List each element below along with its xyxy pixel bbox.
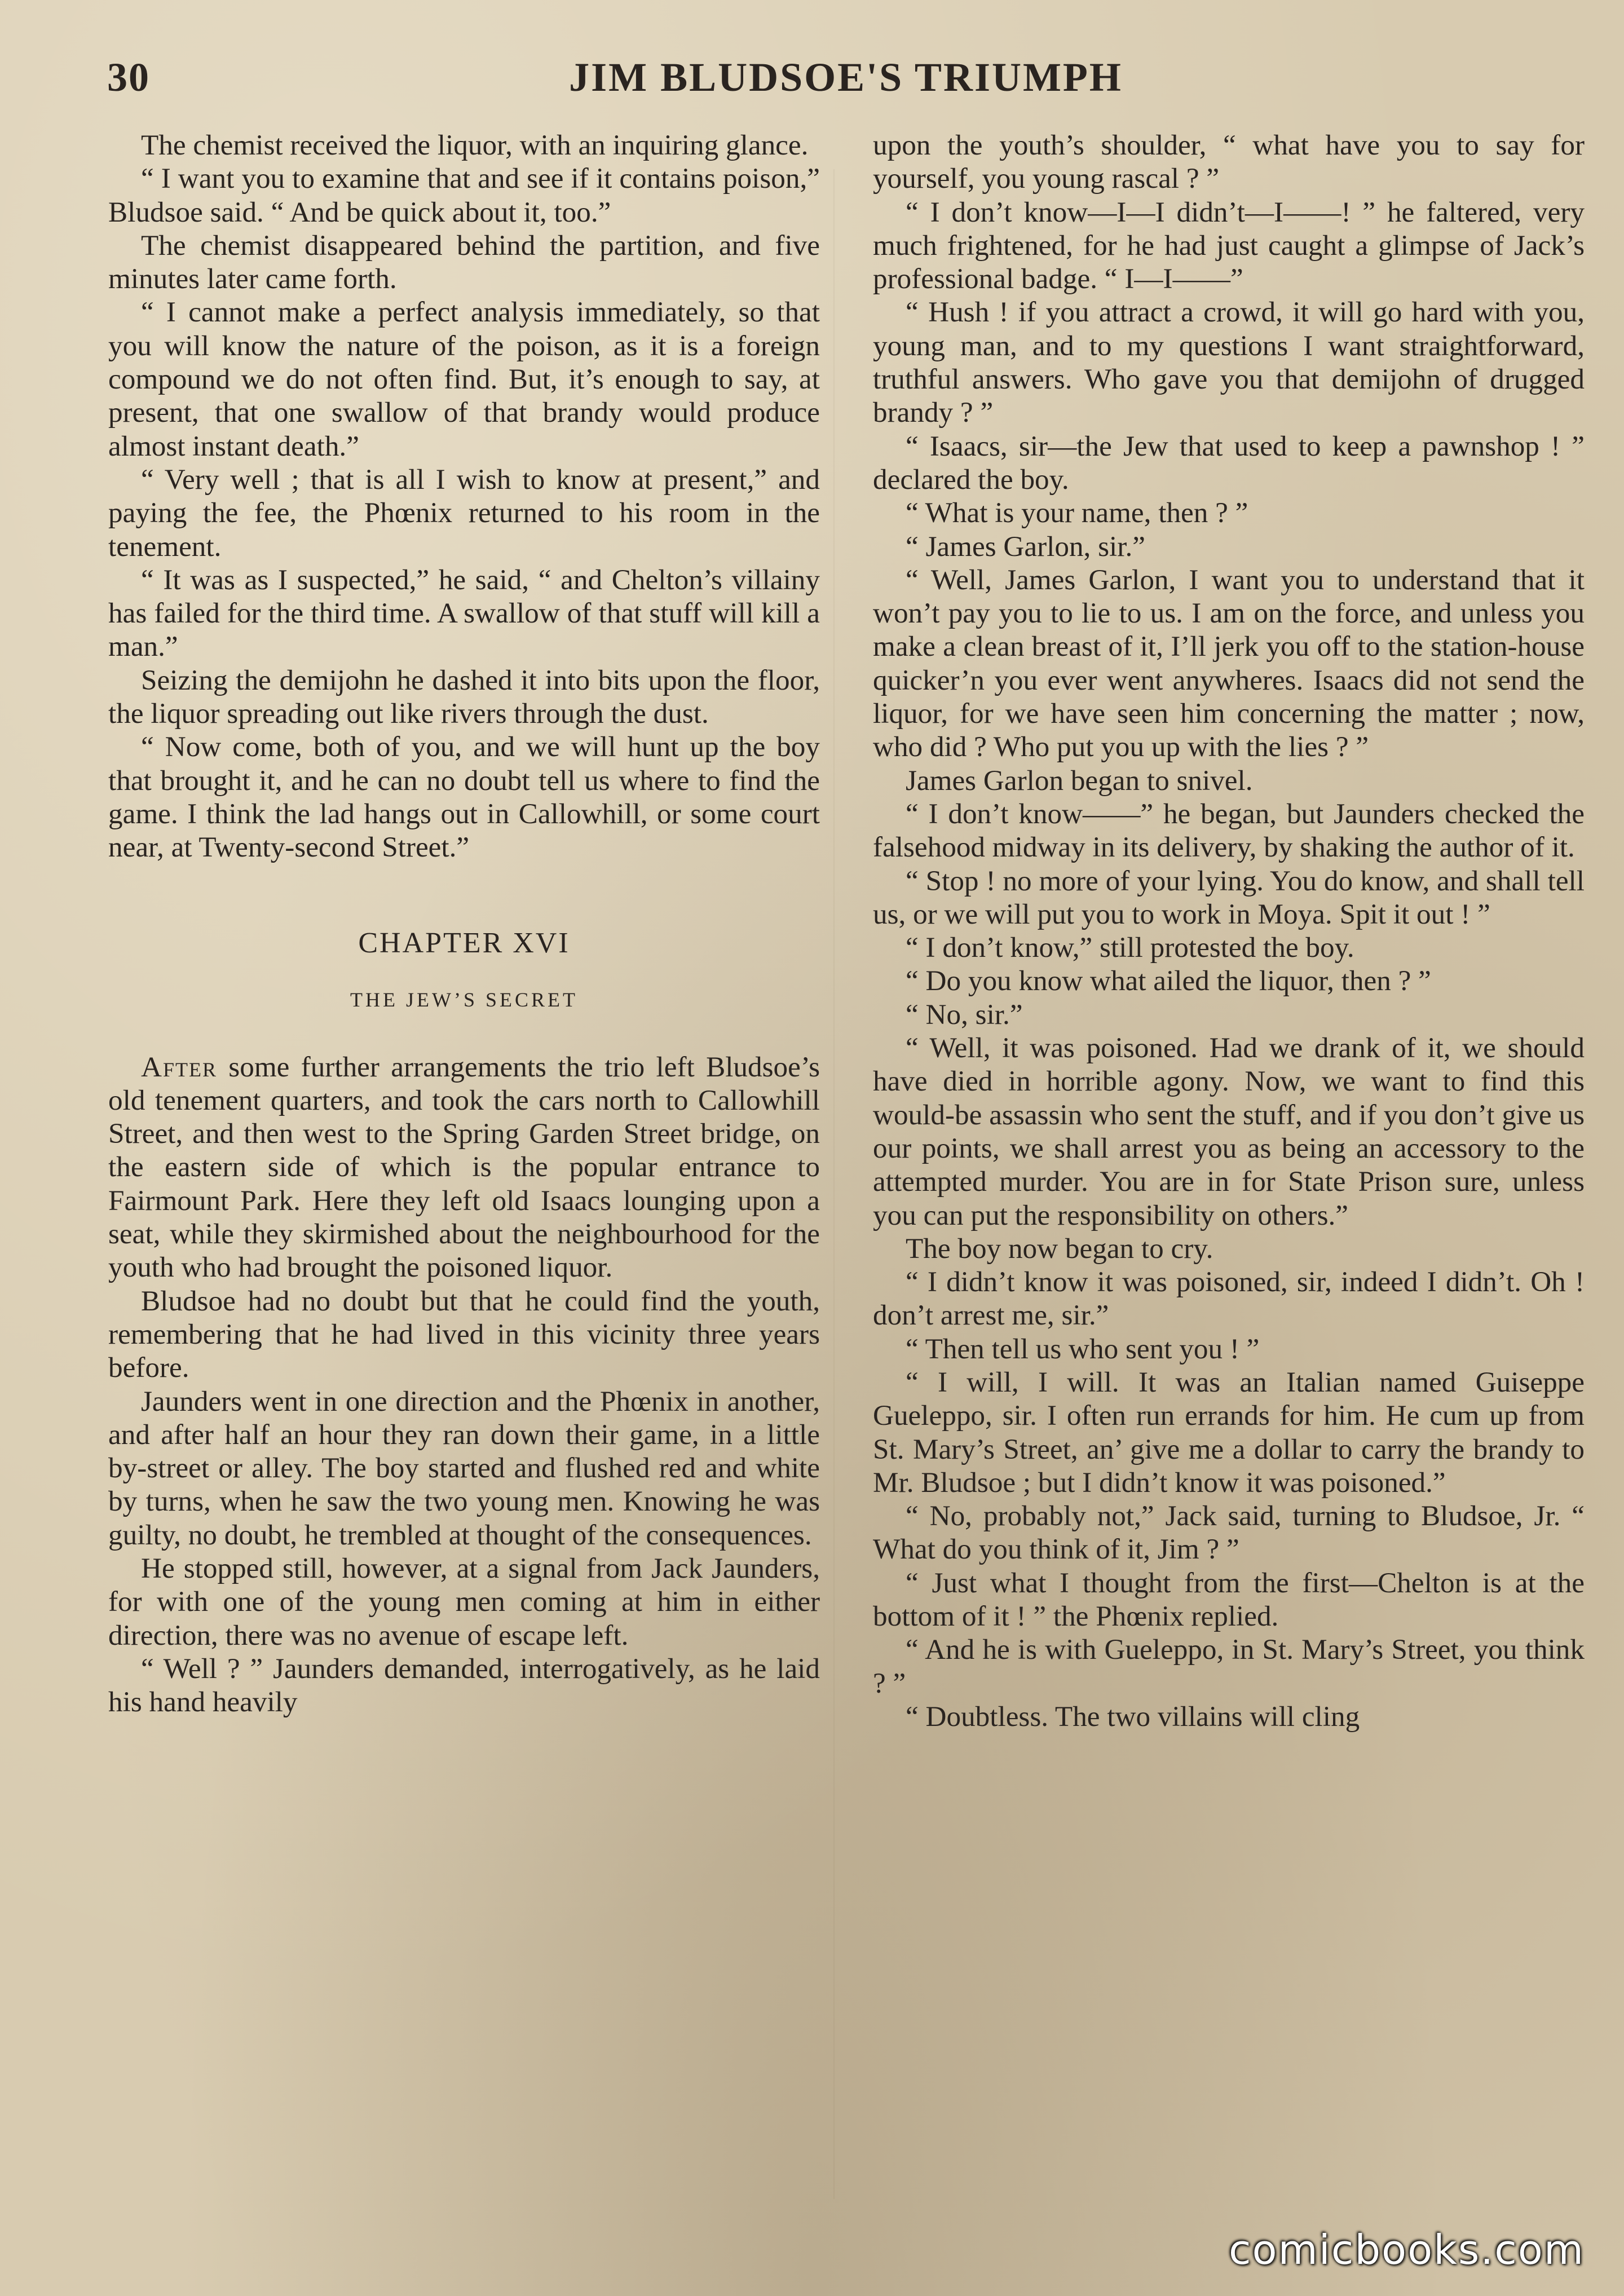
- paragraph: “ Do you know what ailed the liquor, then ? ”: [906, 965, 1431, 997]
- paragraph: James Garlon began to snivel.: [906, 764, 1253, 797]
- running-title: JIM BLUDSOE'S TRIUMPH: [569, 55, 1123, 100]
- paragraph: “ Now come, both of you, and we will hunt up the boy that brought it, and he can no doubt tell us where to find the game. I think the lad hangs out in Callowhill, or some court near, at Twenty-second Street.”: [108, 731, 820, 864]
- page-gutter-shade: [833, 169, 835, 2199]
- paragraph: “ I cannot make a perfect analysis immediately, so that you will know the nature of the poison, as it is a foreign compound we do not often find. But, it’s enough to say, at present, that one swallow of that brandy would produce almost instant death.”: [108, 296, 820, 462]
- paragraph: “ Well, it was poisoned. Had we drank of it, we should have died in horrible agony. Now, we want to find this would-be assassin who sent the stuff, and if you don’t give us our points, we shall arrest you as being an accessory to the attempted murder. You are in for State Prison sure, unless you can put the responsibility on others.”: [873, 1032, 1585, 1231]
- paragraph: The chemist disappeared behind the partition, and five minutes later came forth.: [108, 229, 820, 295]
- paragraph: He stopped still, however, at a signal from Jack Jaunders, for with one of the young men coming at him in either direction, there was no avenue of escape left.: [108, 1552, 820, 1652]
- paragraph: Jaunders went in one direction and the Phœnix in another, and after half an hour they ran down their game, in a little by-street or alley. The boy started and flushed red and white by turns, when he saw the two young men. Knowing he was guilty, no doubt, he trembled at thought of the consequences.: [108, 1385, 820, 1551]
- chapter-opening-paragraph: [108, 1050, 820, 1284]
- paragraph: “ I didn’t know it was poisoned, sir, indeed I didn’t. Oh ! don’t arrest me, sir.”: [873, 1266, 1585, 1332]
- paragraph: “ Hush ! if you attract a crowd, it will go hard with you, young man, and to my questions I want straightforward, truthful answers. Who gave you that demijohn of drugged brandy ? ”: [873, 296, 1585, 429]
- chapter-subtitle: THE JEW’S SECRET: [350, 988, 578, 1011]
- paragraph: “ James Garlon, sir.”: [906, 530, 1146, 563]
- paragraph: “ I want you to examine that and see if it contains poison,” Bludsoe said. “ And be quick about it, too.”: [108, 162, 820, 228]
- paragraph: upon the youth’s shoulder, “ what have you to say for yourself, you young rascal ? ”: [873, 129, 1585, 195]
- paragraph: “ Then tell us who sent you ! ”: [906, 1332, 1260, 1365]
- page-header: [107, 52, 1585, 120]
- paragraph: “ I don’t know——” he began, but Jaunders checked the falsehood midway in its delivery, by shaking the author of it.: [873, 797, 1585, 864]
- paragraph: “ What is your name, then ? ”: [906, 497, 1248, 529]
- paragraph: “ I don’t know—I—I didn’t—I——! ” he faltered, very much frightened, for he had just caught a glimpse of Jack’s professional badge. “ I—I——”: [873, 196, 1585, 295]
- paragraph: “ Isaacs, sir—the Jew that used to keep a pawnshop ! ” declared the boy.: [873, 430, 1585, 496]
- right-text-column: [873, 129, 1585, 1733]
- paragraph: “ Well ? ” Jaunders demanded, interrogatively, as he laid his hand heavily: [108, 1652, 820, 1719]
- paragraph: “ Stop ! no more of your lying. You do know, and shall tell us, or we will put you to work in Moya. Spit it out ! ”: [873, 864, 1585, 930]
- watermark: comicbooks.com: [1228, 2226, 1585, 2273]
- paragraph: “ Just what I thought from the first—Chelton is at the bottom of it ! ” the Phœnix replied.: [873, 1566, 1585, 1633]
- paragraph-text: some further arrangements the trio left Bludsoe’s old tenement quarters, and took the cars north to Callowhill Street, and then west to the Spring Garden Street bridge, on the eastern side of which is the popular entrance to Fairmount Park. Here they left old Isaacs lounging upon a seat, while they skirmished about the neighbourhood for the youth who had brought the poisoned liquor.: [108, 1050, 820, 1284]
- paragraph: The boy now began to cry.: [906, 1232, 1213, 1265]
- page-number: 30: [107, 55, 150, 100]
- drop-word: After: [141, 1050, 217, 1083]
- paragraph: Seizing the demijohn he dashed it into bits upon the floor, the liquor spreading out like rivers through the dust.: [108, 664, 820, 730]
- paragraph: “ I will, I will. It was an Italian named Guiseppe Gueleppo, sir. I often run errands for him. He cum up from St. Mary’s Street, an’ give me a dollar to carry the brandy to Mr. Bludsoe ; but I didn’t know it was poisoned.”: [873, 1366, 1585, 1499]
- paragraph: The chemist received the liquor, with an inquiring glance.: [141, 129, 809, 161]
- paragraph: “ Well, James Garlon, I want you to understand that it won’t pay you to lie to us. I am on the force, and unless you make a clean breast of it, I’ll jerk you off to the station-house quicker’n you ever went anywheres. Isaacs did not send the liquor, for we have seen him concerning the matter ; now, who did ? Who put you up with the lies ? ”: [873, 563, 1585, 763]
- paragraph: “ Doubtless. The two villains will cling: [906, 1700, 1360, 1733]
- paragraph: “ No, probably not,” Jack said, turning to Bludsoe, Jr. “ What do you think of it, Jim ? ”: [873, 1500, 1585, 1566]
- paragraph: “ Very well ; that is all I wish to know at present,” and paying the fee, the Phœnix returned to his room in the tenement.: [108, 463, 820, 563]
- chapter-heading: CHAPTER XVI: [358, 926, 570, 959]
- paragraph: “ It was as I suspected,” he said, “ and Chelton’s villainy has failed for the third time. A swallow of that stuff will kill a man.”: [108, 563, 820, 663]
- paragraph: “ I don’t know,” still protested the boy.: [906, 931, 1354, 964]
- left-text-column: [108, 129, 820, 1719]
- paragraph: Bludsoe had no doubt but that he could find the youth, remembering that he had lived in this vicinity three years before.: [108, 1284, 820, 1384]
- paragraph: “ No, sir.”: [906, 998, 1023, 1031]
- paragraph: “ And he is with Gueleppo, in St. Mary’s Street, you think ? ”: [873, 1633, 1585, 1699]
